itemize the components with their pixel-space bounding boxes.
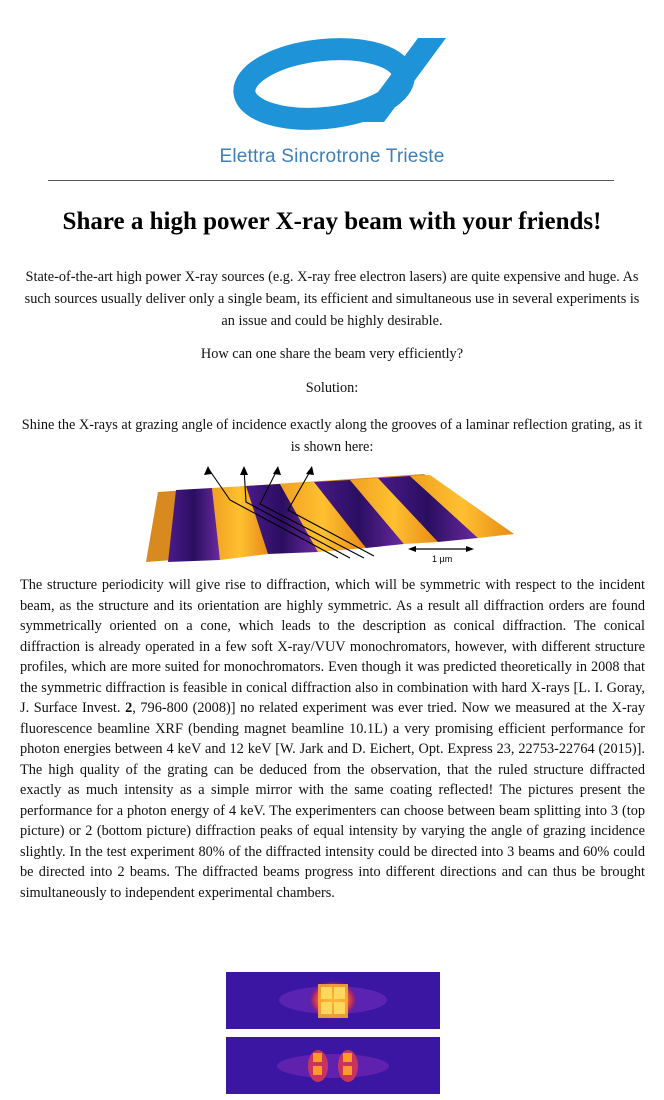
groove-stripe [168, 488, 220, 562]
body-text-part-1: The structure periodicity will give rise to diffraction, which will be symmetric with respect to the incident beam, as the structure and its orientation are highly symmetric. As a result all diffraction orders are found symmetrically oriented on a cone, which leads to the description as conical diffraction. The conical diffraction is already operated in a few soft X-ray/VUV monochromators, however, with different structure profiles, which are more suited for monochromators. Even though it was predicted theoretically in 2008 that the symmetric diffraction is feasible in conical diffraction also in combination with hard X-rays [L. I. Goray, J. Surface Invest. [20, 577, 645, 716]
brand-name: Elettra Sincrotrone Trieste [219, 146, 445, 167]
elettra-logo [206, 32, 462, 132]
grating-figure [128, 462, 534, 568]
arrow-head [204, 466, 212, 475]
arrow-head [273, 466, 281, 475]
header-divider [48, 180, 614, 181]
beam-image-three-peaks [226, 972, 440, 1029]
body-text-part-2: , 796-800 (2008)] no related experiment was ever tried. Now we measured at the X-ray fluorescence beamline XRF (bending magnet beamline 10.1L) a very promising efficient performance for photon energies between 4 keV and 12 keV [W. Jark and D. Eichert, Opt. Express 23, 22753-22764 (2015)]. The high quality of the grating can be deduced from the observation, that the ruled structure diffracted exactly as much intensity as a simple mirror with the same coating reflected! The pictures present the performance for a photon energy of 4 keV. The experimenters can choose between beam splitting into 3 (top picture) or 2 (bottom picture) diffraction peaks of equal intensity by varying the angle of grazing incidence slightly. In the test experiment 80% of the diffracted intensity could be directed into 3 beams and 60% could be directed into 2 beams. The diffracted beams progress into different directions and can thus be brought simultaneously to independent experimental chambers. [20, 700, 645, 901]
arrow-head [306, 466, 314, 475]
page-title: Share a high power X-ray beam with your friends! [62, 208, 602, 235]
solution-label: Solution: [305, 380, 359, 396]
solution-text: Shine the X-rays at grazing angle of incidence exactly along the grooves of a laminar reflection grating, as it is shown here: [21, 417, 643, 455]
arrow-head [240, 466, 248, 475]
journal-volume: 2 [125, 700, 133, 716]
question: How can one share the beam very efficiently? [200, 346, 464, 362]
beam-image-two-peaks [226, 1037, 440, 1094]
intro-paragraph: State-of-the-art high power X-ray sources (e.g. X-ray free electron lasers) are quite expensive and huge. As such sources usually deliver only a single beam, its efficient and simultaneous use in several experiments is an issue and could be highly desirable. [24, 269, 640, 329]
scale-label: 1 µm [432, 554, 453, 564]
body-paragraph [20, 575, 645, 903]
